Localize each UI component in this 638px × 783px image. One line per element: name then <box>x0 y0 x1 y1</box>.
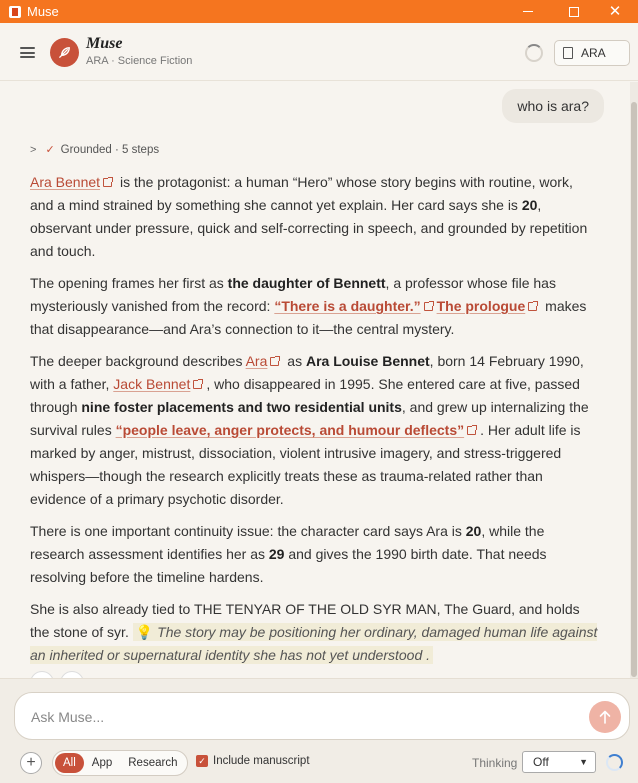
answer-emphasis: 20 <box>521 197 538 213</box>
answer-text: , while the research assessment identifies her as <box>30 523 545 562</box>
answer-paragraph <box>30 350 600 511</box>
check-icon: ✓ <box>45 144 55 156</box>
reference-link[interactable]: The prologue <box>436 298 526 314</box>
thinking-label: Thinking <box>472 756 518 770</box>
app-logo <box>50 38 79 67</box>
project-selector-button[interactable] <box>554 40 630 66</box>
copy-action-button[interactable] <box>30 671 54 678</box>
insight-text: The story may be positioning her ordinary, damaged human life against an inherited or supernatural identity she has not yet understood <box>30 624 598 663</box>
composer-toolbar <box>0 749 638 777</box>
lightbulb-icon: 💡 <box>135 624 154 640</box>
answer-text: and gives the 1990 birth date. That needs resolving before the timeline hardens. <box>30 546 547 585</box>
answer-text: The deeper background describes <box>30 353 246 369</box>
chevron-right-icon: > <box>30 143 37 156</box>
include-manuscript-label: Include manuscript <box>213 755 310 767</box>
book-icon <box>563 47 573 59</box>
user-message: who is ara? <box>502 89 604 123</box>
scope-toggle <box>52 750 188 776</box>
project-subtitle: ARA · Science Fiction <box>86 55 193 67</box>
close-button[interactable] <box>592 0 638 23</box>
retry-action-button[interactable] <box>60 671 84 678</box>
assistant-answer <box>30 171 600 676</box>
reference-link[interactable]: “There is a daughter.” <box>274 298 421 314</box>
window-title: Muse <box>27 4 59 19</box>
answer-emphasis: Ara Louise Bennet <box>305 353 430 369</box>
external-link-icon[interactable] <box>103 178 112 187</box>
insight-end: . <box>426 647 431 663</box>
answer-text: The opening frames her first as <box>30 275 228 291</box>
scrollbar-thumb[interactable] <box>631 102 637 677</box>
steps-label: Grounded · 5 steps <box>60 143 160 156</box>
conversation-panel <box>0 82 630 678</box>
app-header <box>0 23 638 81</box>
reference-link[interactable]: Ara Bennet <box>30 174 101 190</box>
answer-text: is the protagonist: a human “Hero” whose story begins with routine, work, and a mind strained by something she cannot yet explain. Her card says she is <box>30 174 573 213</box>
external-link-icon[interactable] <box>467 426 476 435</box>
loading-spinner-icon <box>525 44 543 62</box>
hamburger-icon[interactable] <box>20 47 35 58</box>
send-arrow-icon <box>599 710 611 724</box>
answer-text: There is one important continuity issue: the character card says Ara is <box>30 523 466 539</box>
app-icon <box>9 6 21 18</box>
answer-text: , born 14 February 1990, with a father, <box>30 353 584 392</box>
answer-text: , who disappeared in 1995. She entered care at five, passed through <box>30 376 580 415</box>
scope-option-app[interactable]: App <box>91 757 113 769</box>
window-titlebar <box>0 0 638 23</box>
app-name: Muse <box>86 35 123 52</box>
include-manuscript-toggle[interactable] <box>196 755 310 767</box>
reference-link[interactable]: Jack Bennet <box>113 376 191 392</box>
loading-spinner-icon <box>606 754 623 771</box>
answer-text: as <box>283 353 306 369</box>
scope-option-research[interactable]: Research <box>128 757 178 769</box>
external-link-icon[interactable] <box>528 302 537 311</box>
scope-option-all[interactable]: All <box>55 753 84 773</box>
answer-paragraph <box>30 520 600 589</box>
send-button[interactable] <box>589 701 621 733</box>
reference-link[interactable]: “people leave, anger protects, and humour deflects” <box>115 422 465 438</box>
add-attachment-button[interactable] <box>20 752 42 774</box>
external-link-icon[interactable] <box>193 380 202 389</box>
ask-input[interactable] <box>31 705 551 729</box>
maximize-icon <box>569 7 579 17</box>
message-actions <box>30 671 90 678</box>
composer-area <box>0 678 638 783</box>
plus-icon: + <box>26 754 36 771</box>
answer-text: , and grew up internalizing the survival rules <box>30 399 589 438</box>
thinking-select[interactable] <box>522 751 596 773</box>
reference-link[interactable]: Ara <box>245 353 268 369</box>
minimize-icon <box>523 11 533 12</box>
answer-emphasis: 29 <box>268 546 285 562</box>
answer-text: . Her adult life is marked by anger, mistrust, dissociation, violent intrusive imagery, and stress-triggered whispers—though the research explicitly treats these as trauma-related rather than evidence of a primary psychotic disorder. <box>30 422 581 507</box>
answer-paragraph <box>30 171 600 263</box>
external-link-icon[interactable] <box>270 357 279 366</box>
maximize-button[interactable] <box>551 0 597 23</box>
steps-toggle[interactable] <box>30 143 159 156</box>
answer-text: makes that disappearance—and Ara’s connection to it—the central mystery. <box>30 298 587 337</box>
project-label: ARA <box>581 46 606 60</box>
composer-box <box>14 692 630 740</box>
minimize-button[interactable] <box>505 0 551 23</box>
answer-text: , a professor whose file has mysteriously vanished from the record: <box>30 275 556 314</box>
answer-emphasis: nine foster placements and two residential units <box>81 399 402 415</box>
checkbox-icon[interactable]: ✓ <box>196 755 208 767</box>
chevron-down-icon: ▼ <box>579 757 588 767</box>
feather-icon <box>57 45 72 60</box>
answer-text: , observant under pressure, quick and self-correcting in speech, and grounded by repetition and touch. <box>30 197 588 259</box>
external-link-icon[interactable] <box>424 302 433 311</box>
thinking-value: Off <box>533 755 549 769</box>
answer-paragraph <box>30 598 600 667</box>
answer-paragraph <box>30 272 600 341</box>
scrollbar[interactable] <box>630 82 638 678</box>
close-icon: ✕ <box>608 3 622 20</box>
answer-emphasis: the daughter of Bennett <box>227 275 386 291</box>
answer-emphasis: 20 <box>465 523 482 539</box>
answer-text: She is also already tied to THE TENYAR OF THE OLD SYR MAN, The Guard, and holds the stone of syr. <box>30 601 580 640</box>
